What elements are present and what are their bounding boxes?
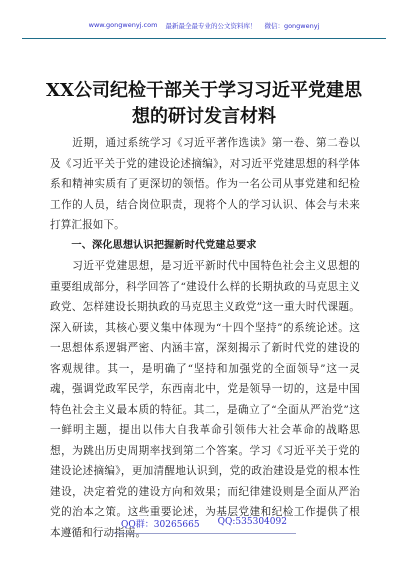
intro-paragraph: 近期，通过系统学习《习近平著作选读》第一卷、第二卷以及《习近平关于党的建设论述摘编》，对习近平党建思想的科学体系和精神实质有了更深切的领悟。作为一名公司从事党建和纪检工作的人员，结合岗位职责，现将个人的学习认识、体会与未来打算汇报如下。	[50, 137, 360, 231]
footer-qq-group: QQ群：30265665	[121, 520, 200, 530]
footer-divider	[112, 533, 296, 534]
title-line-1: XX公司纪检干部关于学习习近平党建思	[46, 80, 362, 101]
document-title	[30, 78, 378, 130]
section-1-paragraph: 习近平党建思想，是习近平新时代中国特色社会主义思想的重要组成部分，科学回答了“建设什么样的长期执政的马克思主义政党、怎样建设长期执政的马克思主义政党”这一重大时代课题。深入研读，其核心要义集中体现为“十四个坚持”的系统论述。这一思想体系逻辑严密、内涵丰富，深刻揭示了新时代党的建设的客观规律。其一，是明确了“坚持和加强党的全面领导”这一灵魂，强调党政军民学，东西南北中，党是领导一切的，这是中国特色社会主义最本质的特征。其二，是确立了“全面从严治党”这一鲜明主题，提出以伟大自我革命引领伟大社会革命的战略思想，为跳出历史周期率找到第二个答案。学习《习近平关于党的建设论述摘编》，更加清醒地认识到，党的政治建设是党的根本性建设，决定着党的建设方向和效果；而纪律建设则是全面从严治党的治本之策。这些重要论述，为基层党建和纪检工作提供了根本遵循和行动指南。	[50, 260, 360, 539]
header-site-link[interactable]: www.gongwenyj.com	[88, 21, 158, 29]
header-divider	[22, 38, 386, 39]
header-wechat: 微信：gongwenyj	[264, 21, 320, 30]
title-line-2: 想的研讨发言材料	[132, 106, 276, 127]
section-heading-1: 一、深化思想认识把握新时代党建总要求	[71, 239, 257, 251]
page-header	[20, 10, 388, 40]
header-slogan: 最新最全最专业的公文资料库！	[165, 21, 257, 30]
page-footer	[20, 517, 388, 533]
footer-qq: QQ:535304092	[217, 517, 287, 527]
document-body	[50, 133, 360, 543]
